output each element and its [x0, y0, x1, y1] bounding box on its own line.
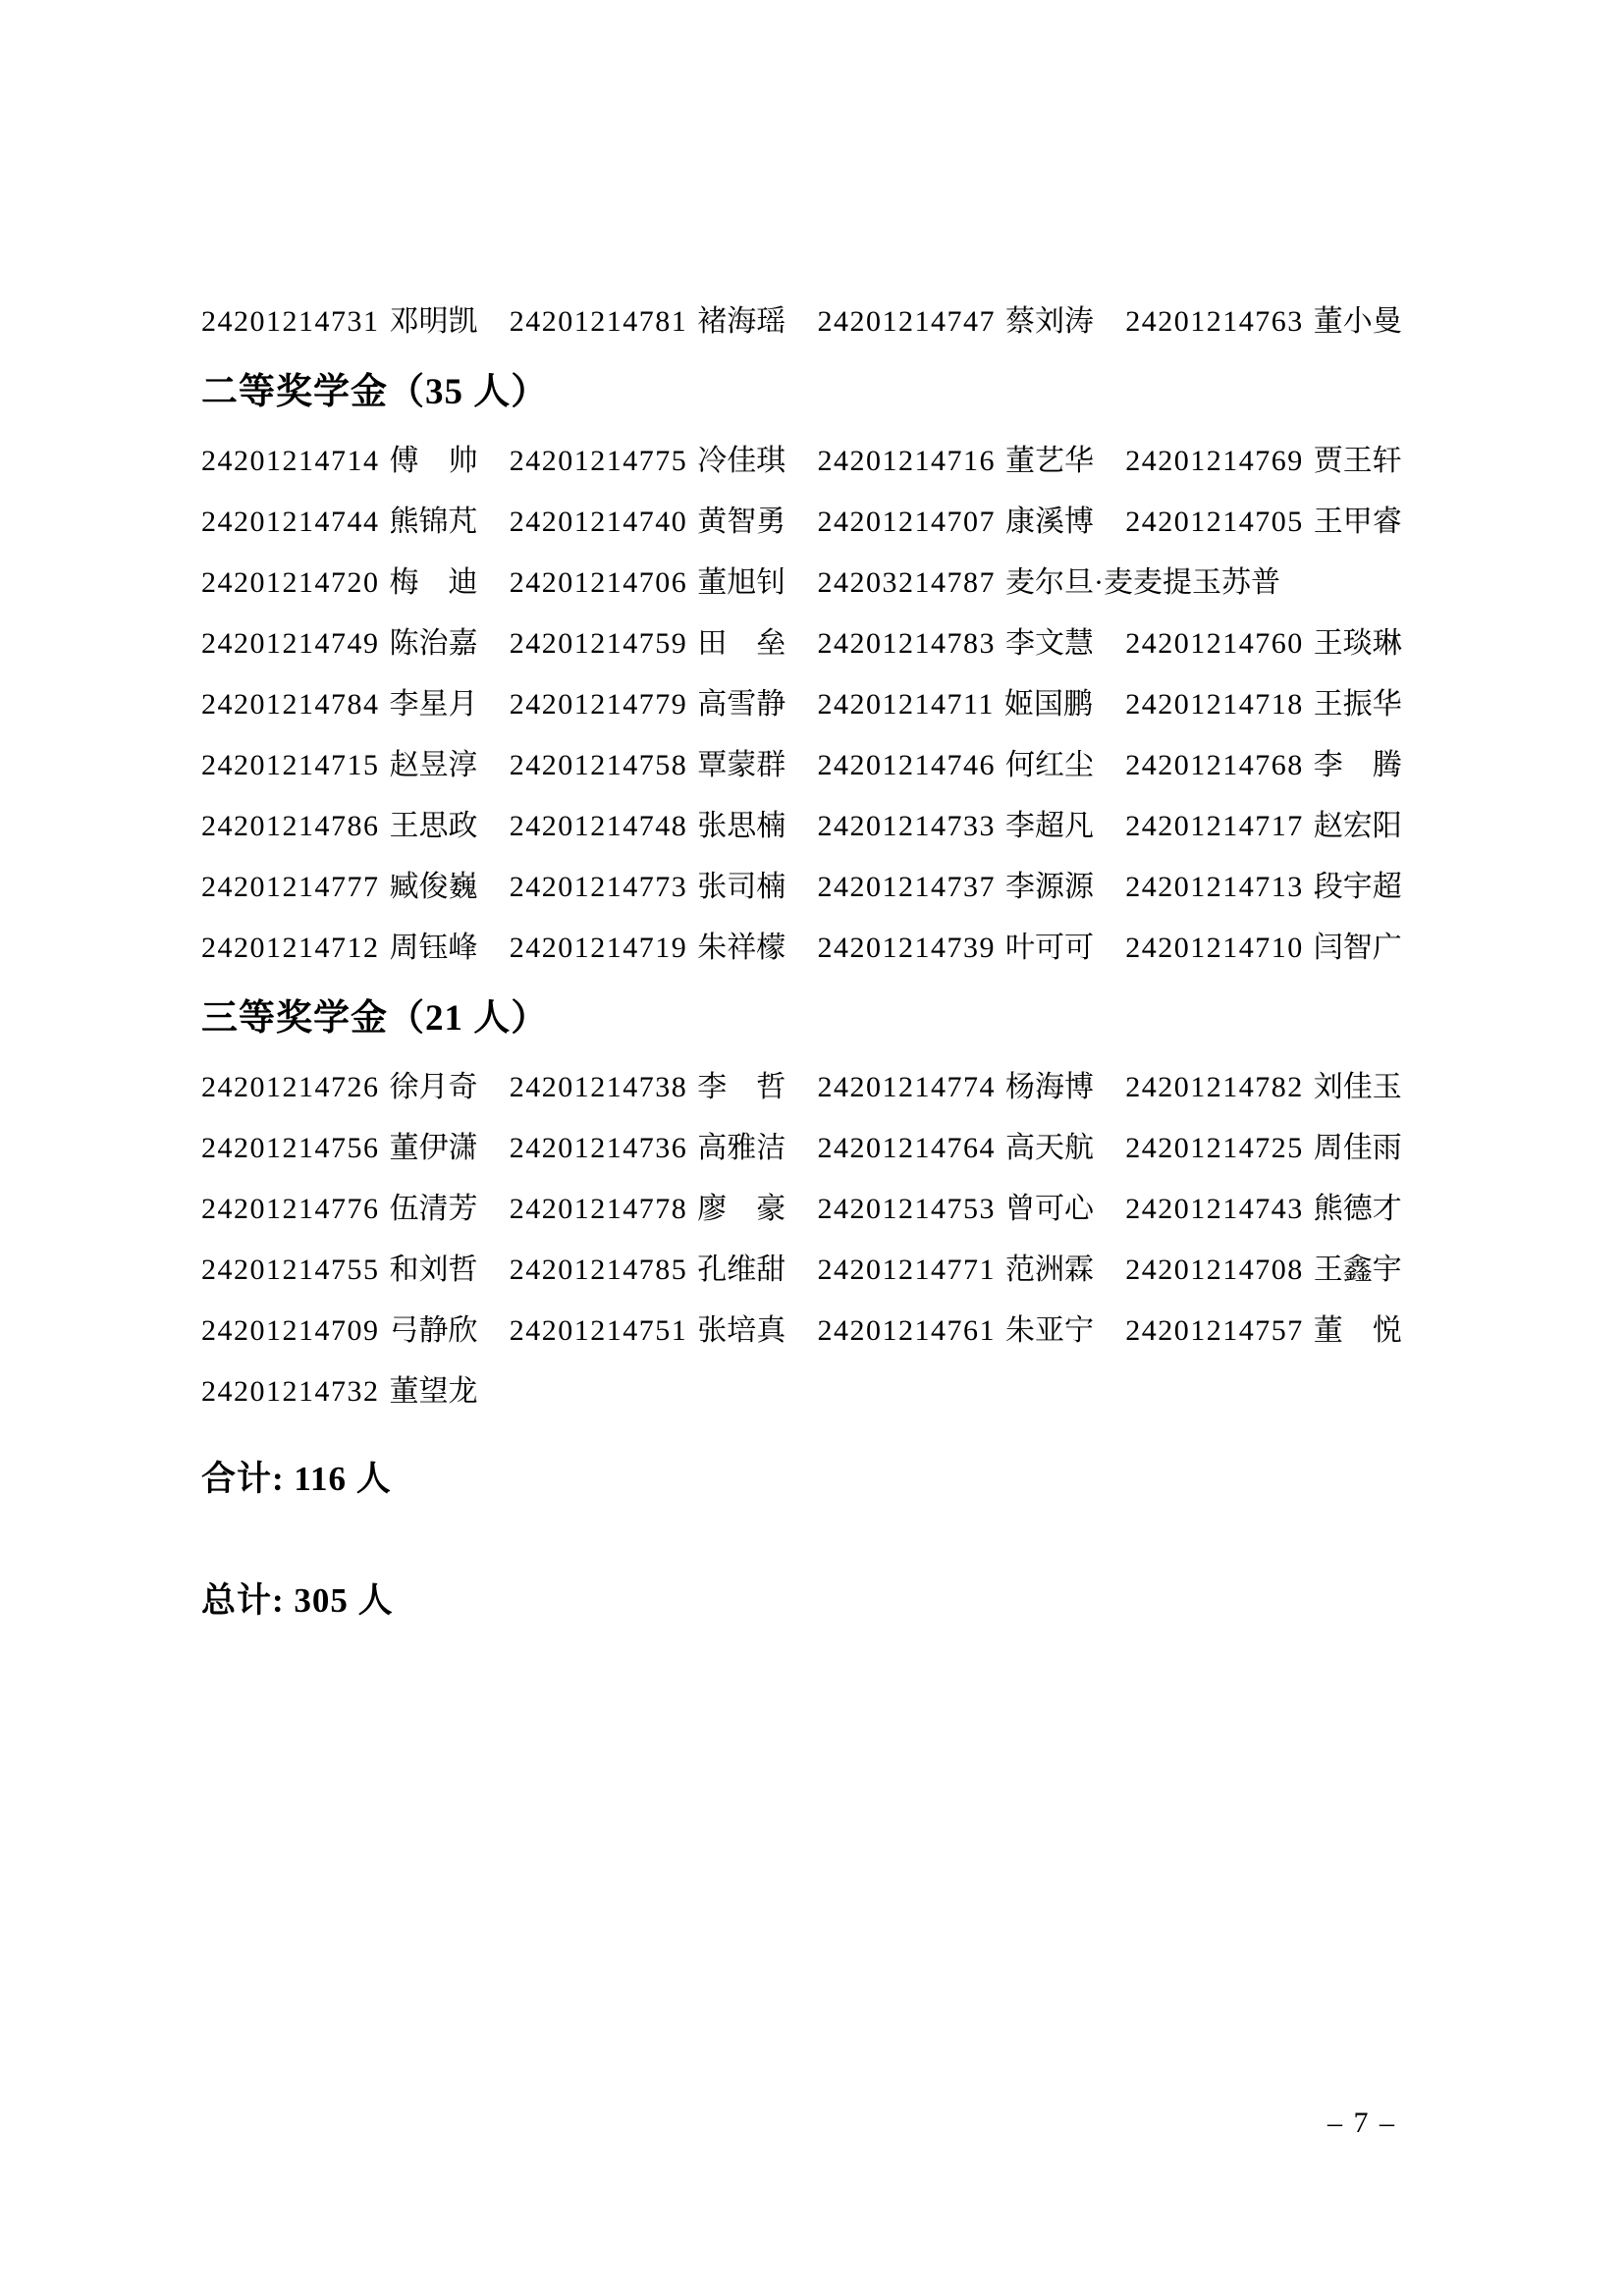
student-name: 赵昱淳 — [389, 749, 478, 781]
student-entry — [510, 497, 818, 540]
student-entry — [1125, 618, 1434, 662]
student-id: 24201214713 — [1125, 871, 1304, 903]
student-id: 24201214712 — [201, 932, 380, 964]
list-row — [201, 488, 1434, 549]
student-name: 董艺华 — [1005, 445, 1094, 477]
student-name: 蔡刘涛 — [1005, 305, 1094, 338]
student-entry — [818, 679, 1126, 722]
student-name: 冷佳琪 — [697, 445, 786, 477]
list-row — [201, 1236, 1434, 1297]
student-name: 李 腾 — [1313, 749, 1402, 781]
student-name: 陈治嘉 — [389, 627, 478, 660]
student-entry — [1125, 862, 1434, 905]
student-id: 24201214775 — [509, 445, 688, 477]
student-name: 高雪静 — [697, 688, 786, 721]
list-row — [201, 610, 1434, 670]
student-name: 李文慧 — [1005, 627, 1094, 660]
student-entry — [510, 923, 818, 966]
list-row — [201, 670, 1434, 731]
student-entry — [818, 618, 1126, 662]
student-name: 王鑫宇 — [1313, 1254, 1402, 1286]
student-name: 褚海瑶 — [697, 305, 786, 338]
student-name: 董旭钊 — [697, 566, 786, 599]
student-name: 弓静欣 — [389, 1314, 478, 1347]
student-id: 24201214737 — [817, 871, 996, 903]
student-name: 徐月奇 — [389, 1071, 478, 1103]
student-name: 贾王轩 — [1313, 445, 1402, 477]
student-name: 朱祥檬 — [697, 932, 786, 964]
student-entry — [818, 296, 1126, 340]
student-id: 24201214777 — [201, 871, 380, 903]
list-row — [201, 549, 1434, 610]
student-name: 周钰峰 — [389, 932, 478, 964]
student-name: 傅 帅 — [389, 445, 478, 477]
student-entry — [1125, 801, 1434, 844]
student-name: 张培真 — [697, 1314, 786, 1347]
student-entry — [201, 801, 510, 844]
student-id: 24201214773 — [509, 871, 688, 903]
student-name: 李超凡 — [1005, 810, 1094, 842]
student-entry — [1125, 1245, 1434, 1288]
student-entry — [818, 801, 1126, 844]
student-name: 康溪博 — [1005, 506, 1094, 538]
student-id: 24201214781 — [509, 305, 688, 338]
student-name: 朱亚宁 — [1005, 1314, 1094, 1347]
student-entry — [201, 1184, 510, 1227]
student-id: 24201214711 — [817, 688, 995, 721]
student-id: 24201214760 — [1125, 627, 1304, 660]
student-entry — [818, 436, 1126, 479]
student-id: 24201214718 — [1125, 688, 1304, 721]
page-number: – 7 – — [1327, 2107, 1396, 2139]
student-id: 24201214746 — [817, 749, 996, 781]
student-id: 24201214744 — [201, 506, 380, 538]
student-id: 24201214708 — [1125, 1254, 1304, 1286]
student-entry — [818, 862, 1126, 905]
student-name: 闫智广 — [1313, 932, 1402, 964]
student-entry — [510, 740, 818, 783]
student-name: 臧俊巍 — [389, 871, 478, 903]
list-row — [201, 853, 1434, 914]
student-entry — [510, 618, 818, 662]
student-entry — [1125, 296, 1434, 340]
student-entry — [201, 618, 510, 662]
student-id: 24201214706 — [509, 566, 688, 599]
student-id: 24201214743 — [1125, 1193, 1304, 1225]
student-entry — [201, 558, 510, 601]
student-name: 王思政 — [389, 810, 478, 842]
student-name: 张司楠 — [697, 871, 786, 903]
student-entry — [510, 1062, 818, 1105]
student-id: 24201214764 — [817, 1132, 996, 1164]
student-entry — [201, 1123, 510, 1166]
student-name: 梅 迪 — [389, 566, 478, 599]
student-name: 赵宏阳 — [1313, 810, 1402, 842]
student-name: 伍清芳 — [389, 1193, 478, 1225]
student-id: 24201214725 — [1125, 1132, 1304, 1164]
student-id: 24201214717 — [1125, 810, 1304, 842]
list-row — [201, 1358, 1434, 1418]
student-entry — [818, 1062, 1126, 1105]
student-entry — [1125, 497, 1434, 540]
student-id: 24201214719 — [509, 932, 688, 964]
student-id: 24201214739 — [817, 932, 996, 964]
student-id: 24201214774 — [817, 1071, 996, 1103]
student-id: 24201214747 — [817, 305, 996, 338]
student-name: 黄智勇 — [697, 506, 786, 538]
list-row — [201, 427, 1434, 488]
student-id: 24201214748 — [509, 810, 688, 842]
section-title: 二等奖学金（35 人） — [201, 372, 549, 412]
student-id: 24201214716 — [817, 445, 996, 477]
student-id: 24201214736 — [509, 1132, 688, 1164]
list-row — [201, 1297, 1434, 1358]
student-id: 24201214759 — [509, 627, 688, 660]
student-id: 24201214705 — [1125, 506, 1304, 538]
student-name: 段宇超 — [1313, 871, 1402, 903]
student-id: 24201214714 — [201, 445, 380, 477]
student-entry — [510, 1306, 818, 1349]
list-row — [201, 731, 1434, 792]
student-name: 王振华 — [1313, 688, 1402, 721]
student-id: 24201214769 — [1125, 445, 1304, 477]
document-flow — [201, 288, 1434, 1629]
student-entry — [1125, 1123, 1434, 1166]
student-entry — [818, 1245, 1126, 1288]
student-name: 董 悦 — [1313, 1314, 1402, 1347]
student-name: 刘佳玉 — [1313, 1071, 1402, 1103]
student-id: 24201214707 — [817, 506, 996, 538]
student-entry — [818, 1184, 1126, 1227]
scholarship-list — [201, 288, 1434, 1418]
student-entry — [510, 862, 818, 905]
student-id: 24201214776 — [201, 1193, 380, 1225]
student-id: 24201214720 — [201, 566, 380, 599]
student-entry — [1125, 1062, 1434, 1105]
student-id: 24201214753 — [817, 1193, 996, 1225]
student-id: 24201214779 — [509, 688, 688, 721]
student-id: 24201214761 — [817, 1314, 996, 1347]
student-entry — [201, 497, 510, 540]
student-id: 24201214756 — [201, 1132, 380, 1164]
student-id: 24201214786 — [201, 810, 380, 842]
student-entry — [1125, 436, 1434, 479]
student-entry — [510, 679, 818, 722]
student-name: 高雅洁 — [697, 1132, 786, 1164]
student-name: 覃蒙群 — [697, 749, 786, 781]
student-name: 何红尘 — [1005, 749, 1094, 781]
list-row — [201, 1175, 1434, 1236]
student-id: 24203214787 — [817, 566, 996, 599]
list-row — [201, 288, 1434, 348]
student-entry — [1125, 923, 1434, 966]
student-name: 田 垒 — [697, 627, 786, 660]
student-name: 曾可心 — [1005, 1193, 1094, 1225]
list-row — [201, 1114, 1434, 1175]
student-name: 姬国鹏 — [1003, 688, 1093, 721]
student-entry — [1125, 1306, 1434, 1349]
student-id: 24201214740 — [509, 506, 688, 538]
student-id: 24201214785 — [509, 1254, 688, 1286]
student-id: 24201214768 — [1125, 749, 1304, 781]
student-id: 24201214784 — [201, 688, 380, 721]
list-row — [201, 792, 1434, 853]
student-name: 熊锦芃 — [389, 506, 478, 538]
student-id: 24201214709 — [201, 1314, 380, 1347]
student-id: 24201214749 — [201, 627, 380, 660]
student-entry — [201, 862, 510, 905]
student-name: 董望龙 — [389, 1375, 478, 1408]
student-id: 24201214715 — [201, 749, 380, 781]
student-name: 周佳雨 — [1313, 1132, 1402, 1164]
subtotal-line: 合计: 116 人 — [201, 1460, 392, 1498]
student-id: 24201214733 — [817, 810, 996, 842]
student-name: 王琰琳 — [1313, 627, 1402, 660]
student-name: 李星月 — [389, 688, 478, 721]
student-entry — [510, 558, 818, 601]
student-entry — [1125, 1184, 1434, 1227]
student-name: 董小曼 — [1313, 305, 1402, 338]
student-entry — [818, 497, 1126, 540]
list-row — [201, 914, 1434, 975]
student-entry — [201, 740, 510, 783]
student-id: 24201214710 — [1125, 932, 1304, 964]
student-id: 24201214778 — [509, 1193, 688, 1225]
student-entry — [201, 1306, 510, 1349]
student-entry — [1125, 740, 1434, 783]
student-entry — [201, 1062, 510, 1105]
student-id: 24201214738 — [509, 1071, 688, 1103]
student-entry — [818, 923, 1126, 966]
student-name: 杨海博 — [1005, 1071, 1094, 1103]
student-id: 24201214783 — [817, 627, 996, 660]
student-id: 24201214731 — [201, 305, 380, 338]
student-id: 24201214771 — [817, 1254, 996, 1286]
section-title: 三等奖学金（21 人） — [201, 998, 549, 1039]
student-id: 24201214755 — [201, 1254, 380, 1286]
student-id: 24201214782 — [1125, 1071, 1304, 1103]
student-name: 熊德才 — [1313, 1193, 1402, 1225]
student-name: 麦尔旦·麦麦提玉苏普 — [1005, 566, 1280, 599]
student-entry — [510, 801, 818, 844]
student-id: 24201214726 — [201, 1071, 380, 1103]
student-entry — [510, 1123, 818, 1166]
student-name: 范洲霖 — [1005, 1254, 1094, 1286]
student-entry — [510, 436, 818, 479]
student-name: 孔维甜 — [697, 1254, 786, 1286]
student-id: 24201214758 — [509, 749, 688, 781]
student-id: 24201214763 — [1125, 305, 1304, 338]
student-entry — [201, 679, 510, 722]
student-entry — [510, 1245, 818, 1288]
student-entry — [201, 1245, 510, 1288]
student-entry — [1125, 679, 1434, 722]
student-name: 李源源 — [1005, 871, 1094, 903]
student-id: 24201214732 — [201, 1375, 380, 1408]
student-entry — [201, 923, 510, 966]
total-line: 总计: 305 人 — [201, 1581, 394, 1620]
student-name: 李 哲 — [697, 1071, 786, 1103]
student-entry — [201, 296, 510, 340]
list-row — [201, 1053, 1434, 1114]
student-name: 张思楠 — [697, 810, 786, 842]
student-entry — [818, 558, 1435, 601]
student-name: 和刘哲 — [389, 1254, 478, 1286]
student-entry — [510, 296, 818, 340]
student-name: 邓明凯 — [389, 305, 478, 338]
student-id: 24201214757 — [1125, 1314, 1304, 1347]
student-name: 王甲睿 — [1313, 506, 1402, 538]
student-name: 董伊潇 — [389, 1132, 478, 1164]
student-entry — [818, 1123, 1126, 1166]
student-entry — [818, 740, 1126, 783]
student-entry — [510, 1184, 818, 1227]
student-entry — [201, 1366, 510, 1410]
student-entry — [201, 436, 510, 479]
student-entry — [818, 1306, 1126, 1349]
student-name: 叶可可 — [1005, 932, 1094, 964]
student-name: 廖 豪 — [697, 1193, 786, 1225]
student-name: 高天航 — [1005, 1132, 1094, 1164]
student-id: 24201214751 — [509, 1314, 688, 1347]
